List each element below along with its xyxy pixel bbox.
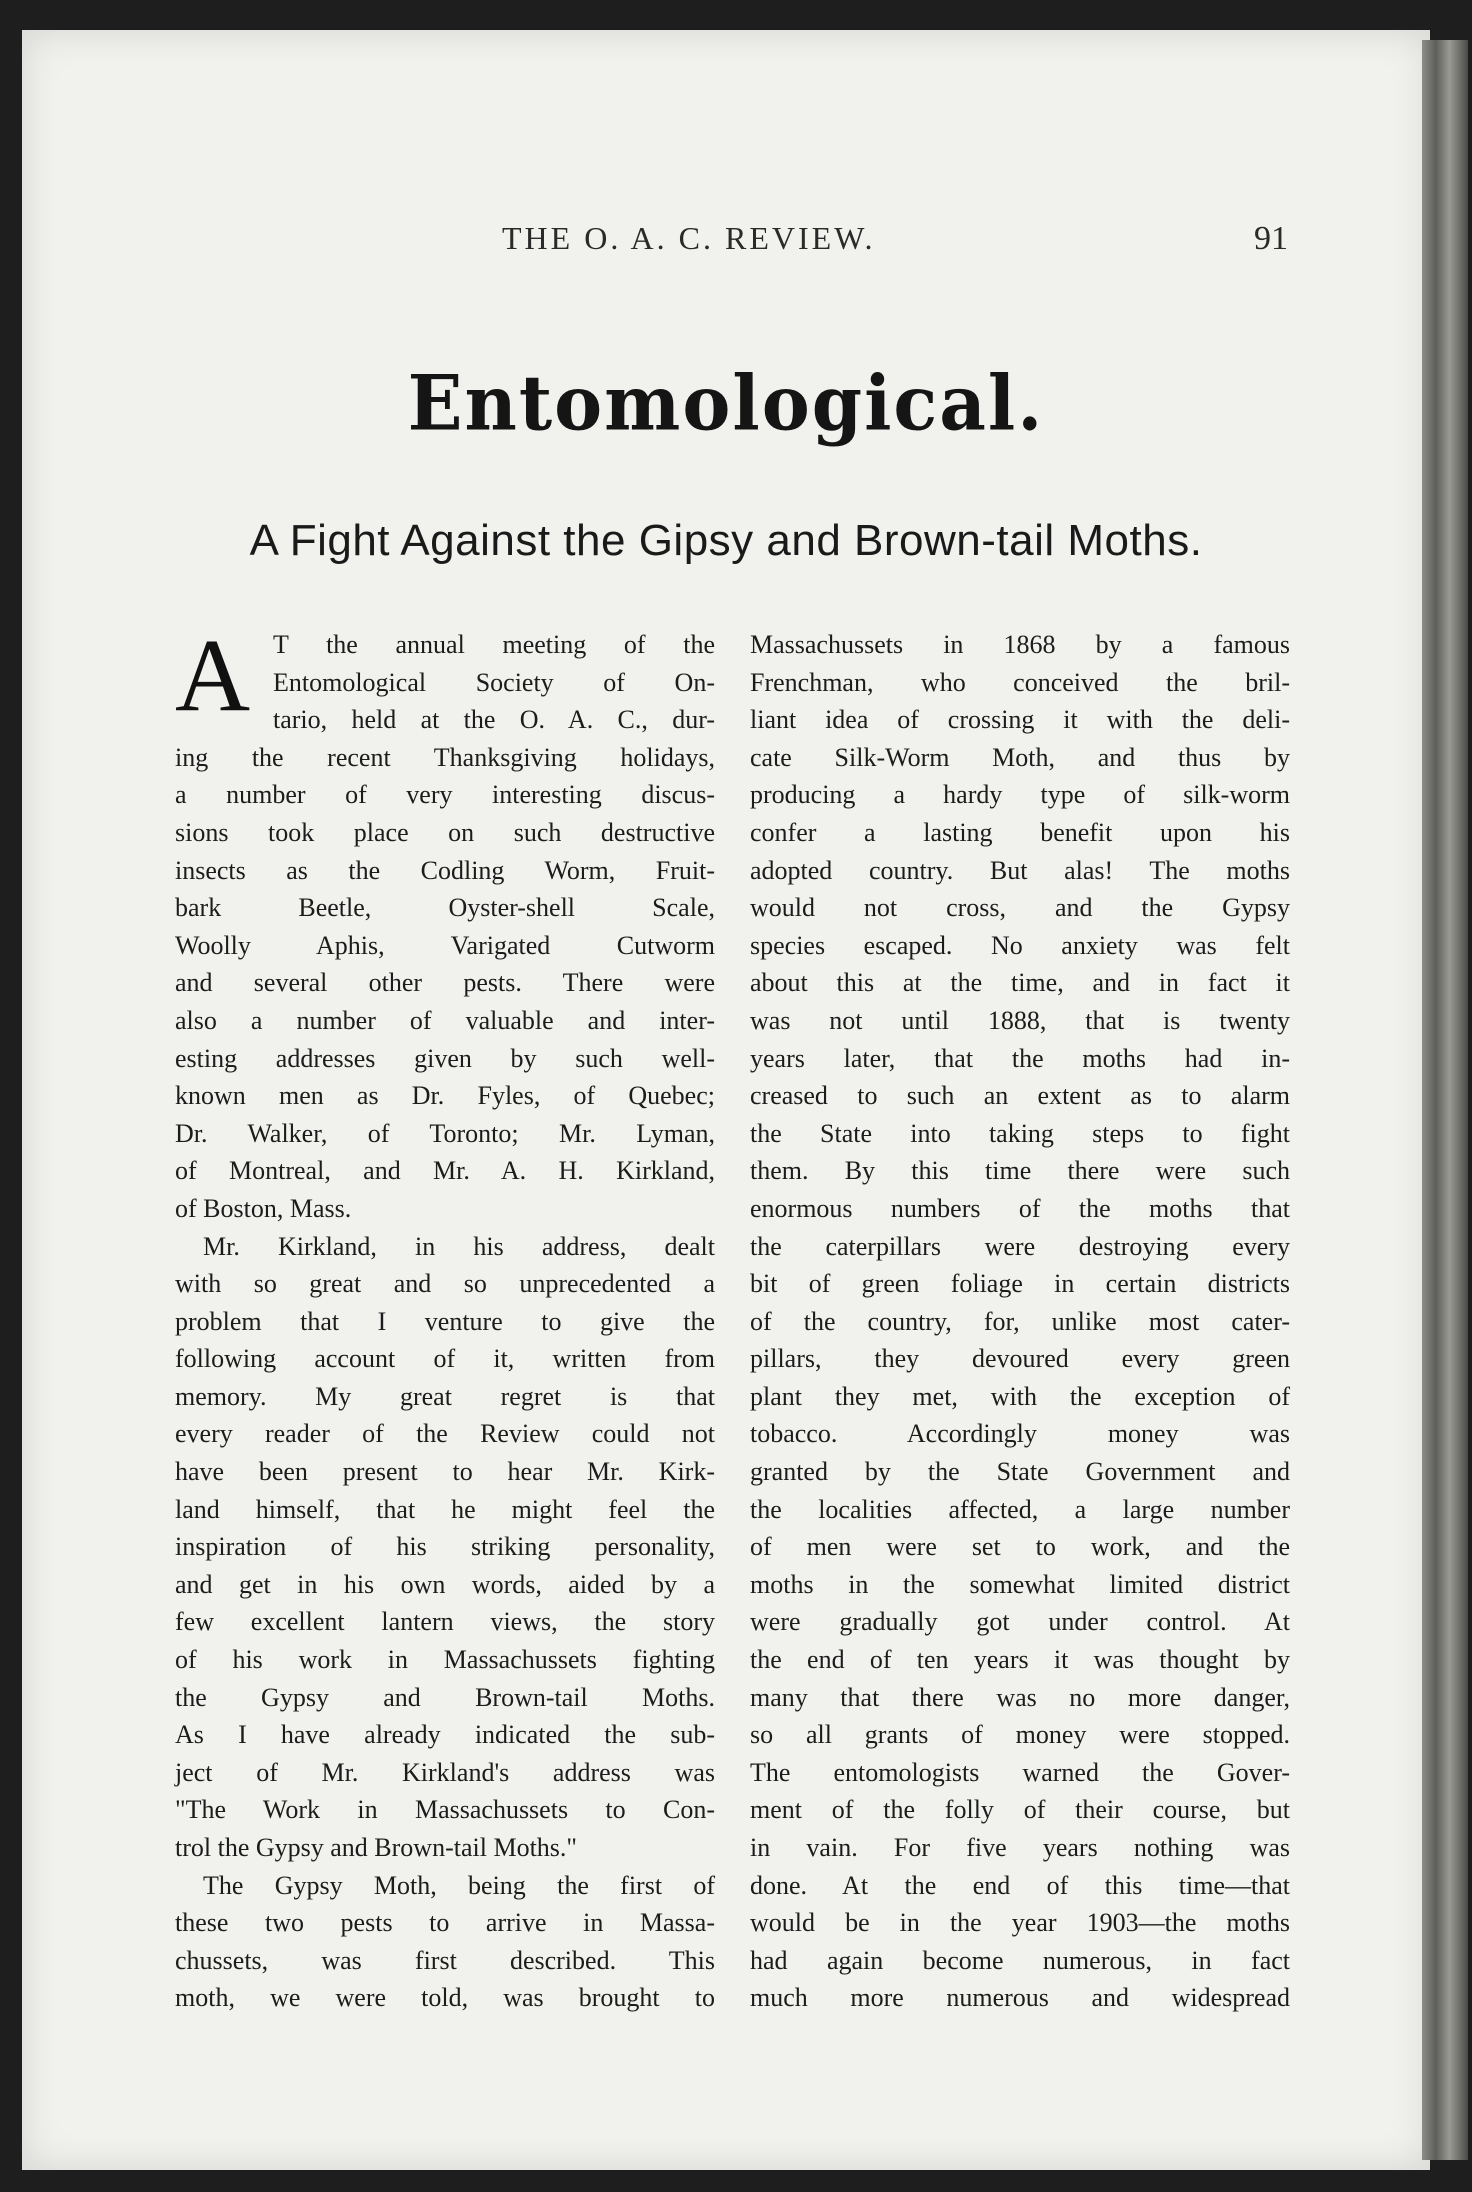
left-column (175, 618, 715, 2017)
text-line: Entomological Society of On- (273, 667, 715, 697)
text-line: Frenchman, who conceived the bril- (750, 667, 1290, 697)
text-line: of Boston, Mass. (175, 1193, 352, 1223)
text-line: of his work in Massachussets fighting (175, 1645, 715, 1675)
text-line: were gradually got under control. At (750, 1607, 1290, 1637)
text-line: esting addresses given by such well- (175, 1043, 715, 1073)
text-line: many that there was no more danger, (750, 1682, 1290, 1712)
text-line: years later, that the moths had in- (750, 1043, 1290, 1073)
text-line: would not cross, and the Gypsy (750, 893, 1290, 923)
page-number: 91 (1254, 220, 1288, 257)
text-line: the end of ten years it was thought by (750, 1645, 1290, 1675)
text-line: few excellent lantern views, the story (175, 1607, 715, 1637)
text-line: would be in the year 1903—the moths (750, 1908, 1290, 1938)
text-line: was not until 1888, that is twenty (750, 1005, 1290, 1035)
text-line: about this at the time, and in fact it (750, 968, 1290, 998)
text-line: these two pests to arrive in Massa- (175, 1908, 715, 1938)
text-line: known men as Dr. Fyles, of Quebec; (175, 1081, 715, 1111)
text-line: creased to such an extent as to alarm (750, 1081, 1290, 1111)
text-line: the localities affected, a large number (750, 1494, 1290, 1524)
text-line: granted by the State Government and (750, 1457, 1290, 1487)
text-line: "The Work in Massachussets to Con- (175, 1795, 715, 1825)
text-line: As I have already indicated the sub- (175, 1720, 715, 1750)
text-line: of the country, for, unlike most cater- (750, 1306, 1290, 1336)
section-heading: Entomological. (407, 357, 1045, 448)
text-line: also a number of valuable and inter- (175, 1005, 715, 1035)
text-line: The Gypsy Moth, being the first of (203, 1870, 715, 1900)
text-line: enormous numbers of the moths that (750, 1193, 1290, 1223)
text-line: inspiration of his striking personality, (175, 1532, 715, 1562)
text-line: insects as the Codling Worm, Fruit- (175, 855, 715, 885)
text-line: trol the Gypsy and Brown-tail Moths." (175, 1833, 578, 1862)
text-line: ject of Mr. Kirkland's address was (175, 1757, 715, 1787)
text-line: land himself, that he might feel the (175, 1494, 715, 1524)
text-line: pillars, they devoured every green (750, 1344, 1290, 1374)
article-title: A Fight Against the Gipsy and Brown-tail Moths. (249, 516, 1203, 565)
text-line: them. By this time there were such (750, 1156, 1290, 1186)
text-line: had again become numerous, in fact (750, 1945, 1290, 1975)
running-title: THE O. A. C. REVIEW. (502, 220, 876, 256)
text-line: cate Silk-Worm Moth, and thus by (750, 742, 1290, 772)
text-line: adopted country. But alas! The moths (750, 855, 1290, 885)
text-line: moths in the somewhat limited district (750, 1569, 1290, 1599)
text-line: producing a hardy type of silk-worm (750, 780, 1290, 810)
text-line: memory. My great regret is that (175, 1381, 715, 1411)
text-line: bark Beetle, Oyster-shell Scale, (175, 893, 715, 923)
text-line: ment of the folly of their course, but (750, 1795, 1290, 1825)
text-line: with so great and so unprecedented a (175, 1269, 715, 1299)
page-edge (1422, 40, 1468, 2160)
text-line: ing the recent Thanksgiving holidays, (175, 742, 715, 772)
text-line: of men were set to work, and the (750, 1532, 1290, 1562)
text-line: tario, held at the O. A. C., dur- (273, 705, 715, 735)
text-line: of Montreal, and Mr. A. H. Kirkland, (175, 1156, 715, 1186)
text-line: Dr. Walker, of Toronto; Mr. Lyman, (175, 1118, 715, 1148)
text-line: problem that I venture to give the (175, 1306, 715, 1336)
text-line: plant they met, with the exception of (750, 1381, 1290, 1411)
book-page (22, 30, 1430, 2170)
text-line: tobacco. Accordingly money was (750, 1419, 1290, 1449)
right-column (750, 626, 1290, 2017)
text-line: The entomologists warned the Gover- (750, 1757, 1290, 1787)
text-line: the Gypsy and Brown-tail Moths. (175, 1682, 715, 1712)
text-line: species escaped. No anxiety was felt (750, 930, 1290, 960)
drop-cap: A (175, 618, 251, 733)
text-line: chussets, was first described. This (175, 1945, 715, 1975)
text-line: T the annual meeting of the (273, 630, 715, 659)
text-line: every reader of the Review could not (175, 1419, 715, 1449)
text-line: moth, we were told, was brought to (175, 1983, 715, 2013)
text-line: the State into taking steps to fight (750, 1118, 1290, 1148)
text-line: Massachussets in 1868 by a famous (750, 630, 1290, 659)
text-line: much more numerous and widespread (750, 1983, 1290, 2013)
text-line: and several other pests. There were (175, 968, 715, 998)
text-line: confer a lasting benefit upon his (750, 817, 1290, 847)
text-line: have been present to hear Mr. Kirk- (175, 1457, 715, 1487)
text-line: Woolly Aphis, Varigated Cutworm (175, 930, 715, 960)
text-line: in vain. For five years nothing was (750, 1833, 1290, 1862)
text-line: bit of green foliage in certain districts (750, 1269, 1290, 1299)
text-line: liant idea of crossing it with the deli- (750, 705, 1290, 735)
text-line: done. At the end of this time—that (750, 1870, 1290, 1900)
text-line: following account of it, written from (175, 1344, 715, 1374)
text-line: sions took place on such destructive (175, 817, 715, 847)
text-line: so all grants of money were stopped. (750, 1720, 1290, 1750)
text-line: the caterpillars were destroying every (750, 1231, 1290, 1261)
text-line: and get in his own words, aided by a (175, 1569, 715, 1599)
text-line: a number of very interesting discus- (175, 780, 715, 810)
text-line: Mr. Kirkland, in his address, dealt (203, 1231, 715, 1261)
